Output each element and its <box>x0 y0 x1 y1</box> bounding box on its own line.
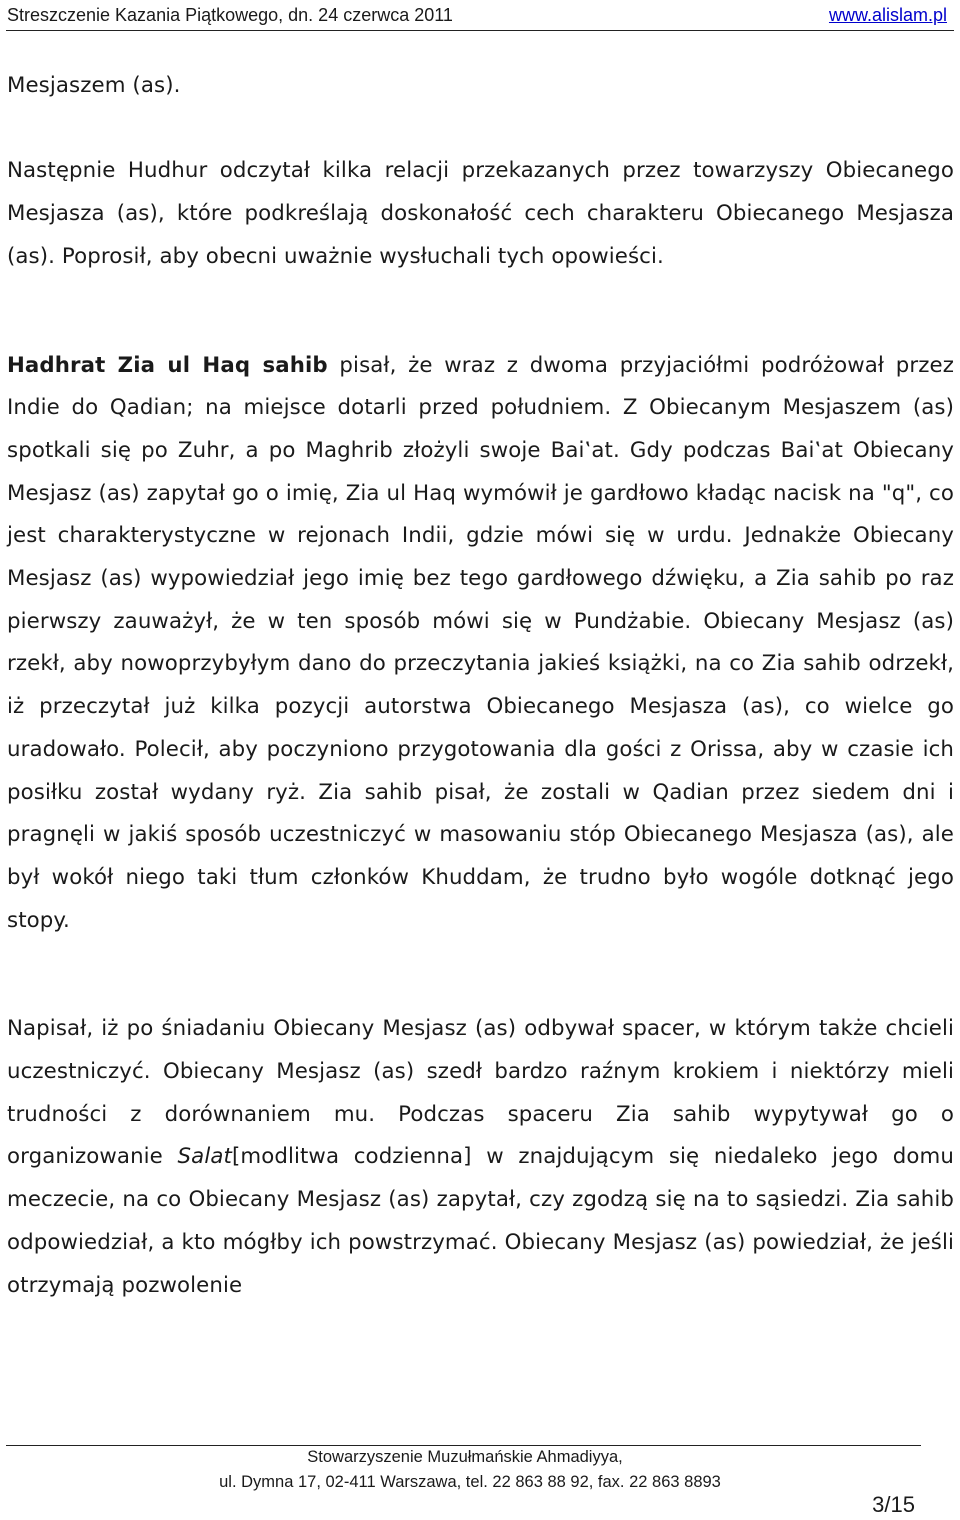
paragraph-3 <box>7 345 954 943</box>
page-header <box>0 0 960 34</box>
paragraph-1: Mesjaszem (as). <box>7 73 181 98</box>
paragraph-4 <box>7 1008 954 1307</box>
paragraph-3-text: pisał, że wraz z dwoma przyjaciółmi podróżował przez Indie do Qadian; na miejsce dotarli przed południem. Z Obiecanym Mesjaszem (as) spotkali się po Zuhr, a po Maghrib złożyli swoje Bai‛at. Gdy podczas Bai‛at Obiecany Mesjasz (as) zapytał go o imię, Zia ul Haq wymówił je gardłowo kładąc nacisk na "q", co jest charakterystyczne w rejonach Indii, gdzie mówi się w urdu. Jednakże Obiecany Mesjasz (as) wypowiedział jego imię bez tego gardłowego dźwięku, a Zia sahib po raz pierwszy zauważył, że w ten sposób mówi się w Pundżabie. Obiecany Mesjasz (as) rzekł, aby nowoprzybyłym dano do przeczytania jakieś książki, na co Zia sahib odrzekł, iż przeczytał już kilka pozycji autorstwa Obiecanego Mesjasza (as), co wielce go uradowało. Polecił, aby poczyniono przygotowania dla gości z Orissa, aby w czasie ich posiłku został wydany ryż. Zia sahib pisał, że zostali w Qadian przez siedem dni i pragnęli w jakiś sposób uczestniczyć w masowaniu stóp Obiecanego Mesjasza (as), ale był wokół niego taki tłum członków Khuddam, że trudno było wogóle dotknąć jego stopy. <box>7 352 955 933</box>
paragraph-4-text-a: Napisał, iż po śniadaniu Obiecany Mesjasz (as) odbywał spacer, w którym także chcieli uczestniczyć. Obiecany Mesjasz (as) szedł bardzo raźnym krokiem i niektórzy mieli trudności z dorównaniem mu. Podczas spaceru Zia sahib wypytywał go o organizowanie <box>7 1016 954 1170</box>
page-number: 3/15 <box>872 1492 915 1517</box>
footer-organization: Stowarzyszenie Muzułmańskie Ahmadiyya, <box>307 1448 623 1466</box>
footer-address: ul. Dymna 17, 02-411 Warszawa, tel. 22 863 88 92, fax. 22 863 8893 <box>219 1473 721 1491</box>
website-link[interactable]: www.alislam.pl <box>828 5 947 25</box>
salat-term: Salat <box>177 1144 232 1170</box>
paragraph-4-text-b: [modlitwa codzienna] w znajdującym się niedaleko jego domu meczecie, na co Obiecany Mesjasz (as) zapytał, czy zgodzą się na to sąsiedzi. Zia sahib odpowiedział, a kto mógłby ich powstrzymać. Obiecany Mesjasz (as) powiedział, że jeśli otrzymają pozwolenie <box>7 1144 954 1298</box>
page-footer <box>0 1440 960 1520</box>
paragraph-2: Następnie Hudhur odczytał kilka relacji przekazanych przez towarzyszy Obiecanego Mesjasza (as), które podkreślają doskonałość cech charakteru Obiecanego Mesjasza (as). Poprosił, aby obecni uważnie wysłuchali tych opowieści. <box>7 158 954 269</box>
person-name: Hadhrat Zia ul Haq sahib <box>7 352 328 378</box>
header-divider <box>6 30 954 31</box>
document-title: Streszczenie Kazania Piątkowego, dn. 24 czerwca 2011 <box>7 5 453 25</box>
document-body <box>7 65 954 1307</box>
